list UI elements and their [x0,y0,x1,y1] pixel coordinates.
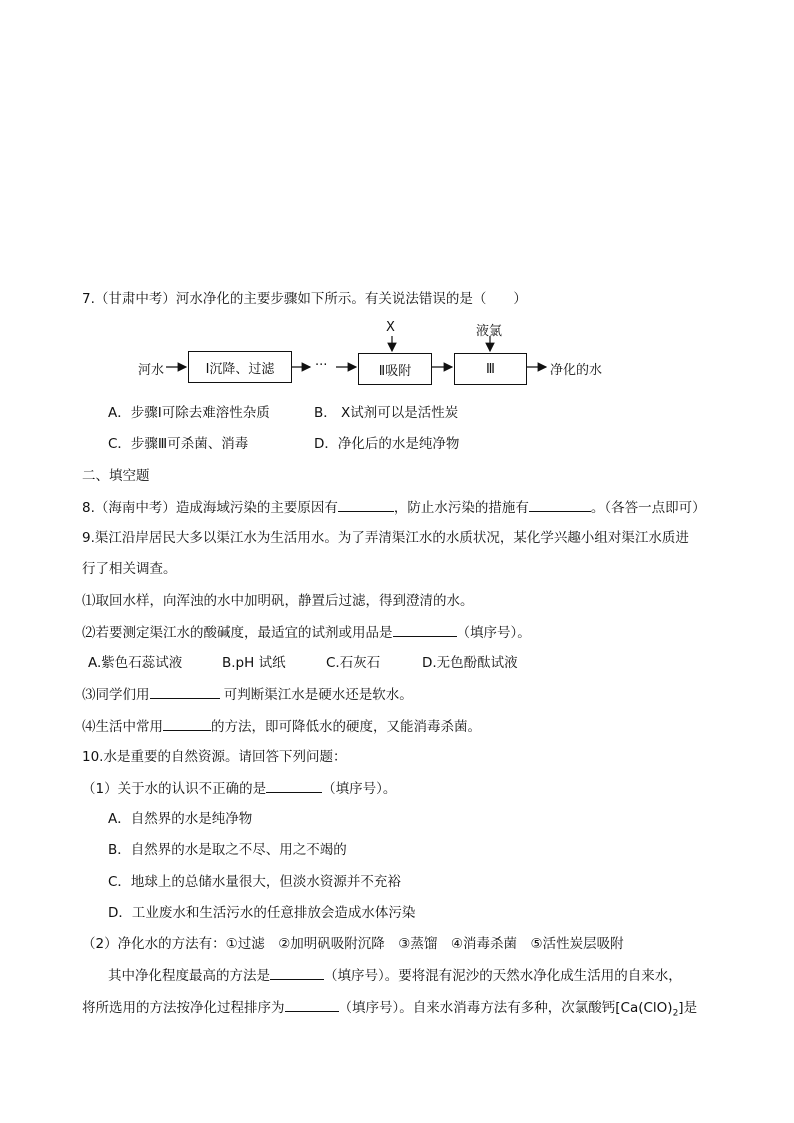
q9-sub4 [82,716,481,737]
q9-option-c: C.石灰石 [326,655,381,671]
q9-stem-line2: 行了相关调查。 [82,561,177,577]
q8-line [82,497,706,518]
q9-sub2-blank[interactable] [393,622,457,637]
q8-part1: 8.（海南中考）造成海域污染的主要原因有 [82,500,338,516]
q10-part2-blank2[interactable] [285,997,339,1012]
section-title: 二、填空题 [82,468,150,484]
q9-option-d: D.无色酚酞试液 [422,655,518,671]
q10-part2-line2-text: 其中净化程度最高的方法是 [108,968,270,984]
q9-sub3 [82,684,413,705]
q10-part2-line3 [82,997,697,1024]
q7-option-d: D．净化后的水是纯净物 [314,436,460,452]
q9-sub2-suffix: （填序号）。 [456,625,531,641]
q9-option-a: A.紫色石蕊试液 [88,655,183,671]
q9-sub1: ⑴取回水样，向浑浊的水中加明矾，静置后过滤，得到澄清的水。 [82,593,474,609]
q10-part1-suffix: （填序号）。 [322,781,397,797]
q10-part2-line3-text: 将所选用的方法按净化过程排序为 [82,1000,285,1016]
diagram-step2-label: Ⅱ吸附 [378,363,412,379]
q10-part2-stem: （2）净化水的方法有：①过滤 ②加明矾吸附沉降 ③蒸馏 ④消毒杀菌 ⑤活性炭层吸附 [82,936,624,952]
q8-blank1[interactable] [338,497,394,512]
q10-formula-subscript: 2 [672,1008,679,1019]
q9-sub3-blank[interactable] [150,684,220,699]
diagram-output-label: 净化的水 [550,363,603,378]
diagram-chlorine-label: 液氯 [476,324,503,339]
diagram-step1-box [188,351,292,383]
q9-options-row [88,653,518,673]
q10-option-d: D．工业废水和生活污水的任意排放会造成水体污染 [108,905,416,921]
q10-part2-blank1[interactable] [270,965,324,980]
q9-sub2 [82,622,531,643]
diagram-step2-box [358,353,432,385]
q10-part2-line2 [108,965,682,986]
q10-part1-blank[interactable] [266,778,322,793]
diagram-input-label: 河水 [138,363,165,378]
q10-stem: 10.水是重要的自然资源。请回答下列问题： [82,749,347,765]
q10-part1-text: （1）关于水的认识不正确的是 [82,781,267,797]
q10-part1 [82,778,396,799]
q9-sub4-suffix: 的方法，即可降低水的硬度，又能消毒杀菌。 [211,719,481,735]
q9-stem-line1: 9.渠江沿岸居民大多以渠江水为生活用水。为了弄清渠江水的水质状况，某化学兴趣小组对渠江水质进 [82,530,689,546]
q9-sub2-text: ⑵若要测定渠江水的酸碱度，最适宜的试剂或用品是 [82,625,393,641]
q8-blank2[interactable] [529,497,591,512]
q8-part2: ，防止水污染的措施有 [393,500,529,516]
diagram-step1-label: Ⅰ沉降、过滤 [205,361,275,377]
q9-sub3-suffix: 可判断渠江水是硬水还是软水。 [219,687,413,703]
q9-sub3-text: ⑶同学们用 [82,687,150,703]
q9-option-b: B.pH 试纸 [222,655,286,671]
q10-option-c: C．地球上的总储水量很大，但淡水资源并不充裕 [108,874,401,890]
q7-stem: 7.（甘肃中考）河水净化的主要步骤如下所示。有关说法错误的是（ ） [82,291,527,307]
q8-part3: 。（各答一点即可） [590,500,706,516]
q7-options-row2 [108,434,459,454]
diagram-ellipsis: ··· [315,358,328,373]
q10-part2-line3-mid: （填序号）。自来水消毒方法有多种，次氯酸钙[Ca(ClO) [338,1000,673,1016]
q10-option-b: B．自然界的水是取之不尽、用之不竭的 [108,842,347,858]
flow-diagram [130,318,630,398]
q7-options-row1 [108,403,458,423]
q9-sub4-blank[interactable] [163,716,211,731]
q7-option-a: A．步骤Ⅰ可除去难溶性杂质 [108,405,270,421]
diagram-step3-box [454,353,527,385]
q10-option-a: A．自然界的水是纯净物 [108,811,253,827]
q9-sub4-text: ⑷生活中常用 [82,719,163,735]
q7-option-c: C．步骤Ⅲ可杀菌、消毒 [108,436,249,452]
q7-option-b: B． X试剂可以是活性炭 [314,405,459,421]
diagram-step3-label: Ⅲ [486,361,495,377]
q10-part2-line3-end: ]是 [678,1000,698,1016]
q10-part2-line2-suffix: （填序号）。要将混有泥沙的天然水净化成生活用的自来水， [324,968,682,984]
diagram-x-label: X [386,320,395,335]
